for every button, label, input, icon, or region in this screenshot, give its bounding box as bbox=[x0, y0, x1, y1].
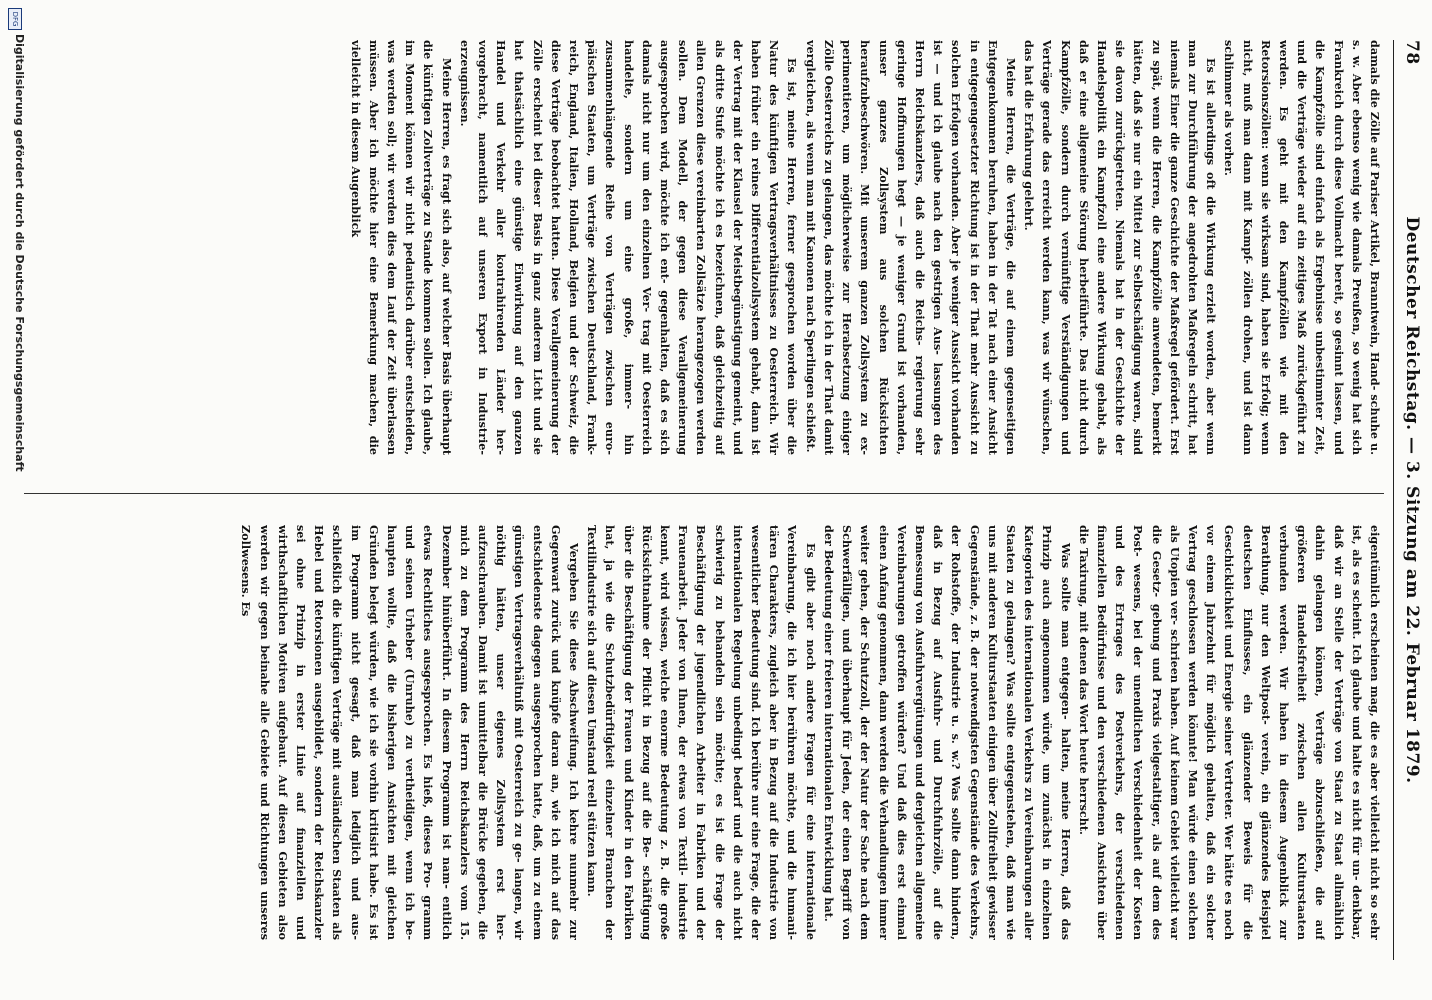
paragraph: Es ist allerdings oft die Wirkung erzielt worden, aber wenn man zur Durchführung der angedrohten Maßregeln schritt, hat niemals Einer die ganze Geschichte der Maßregel gefördert. Erst zu spät, wenn die Herren, die Kampfzölle anwendeten, bemerkt hätten, daß sie nur ein Mittel zur Selbstschädigung waren, sind sie davon zurückgetreten. Niemals hat in der Geschichte der Handelspolitik ein Kampfzoll eine andere Wirkung gehabt, als daß er eine allgemeine Störung herbeiführte. Das nicht durch Kampfzölle, sondern durch vernünftige Verständigungen und Verträge gerade das erreicht werden kann, was wir wünschen, das hat die Erfahrung gelehrt. bbox=[1022, 40, 1219, 455]
page-number: 78 bbox=[1402, 40, 1422, 65]
paragraph: eigentümlich erscheinen mag, die es aber vielleicht nicht so sehr ist, als es scheint. Ich glaube und halte es nicht für un- denkbar, daß wir an Stelle der Verträge von Staat zu Staat allmählich dahin gelangen können, Verträge abzuschließen, die auf größeren Handelsfreiheit zwischen allen Kulturstaaten verbunden werden. Wir haben in diesem Augenblick zur Berathung, nur den Weltpost- verein, ein glänzendes Beispiel deutschen Einflusses, ein glänzender Beweis für die Geschicklichkeit und Energie seiner Vertreter. Wer hätte es noch vor einem Jahrzehnt für möglich gehalten, daß ein solcher Vertrag geschlossen werden könnte! Man würde einen solchen als Utopien ver- schrieen haben. Auf keinem Gebiet vielleicht war die Gesetz- gebung und Praxis vielgestaltiger, als auf dem des Post- wesens, bei der unendlichen Verschiedenheit der Kosten und des Ertrages des Postverkehrs, der verschiedenen finanziellen Bedürfnisse und den verschiedenen Ansichten über die Taxirung, mit denen das Wort heute herrscht. bbox=[1076, 525, 1382, 940]
digitization-credit: Digitalisierung gefördert durch die Deutsche Forschungsgemeinschaft bbox=[13, 34, 26, 472]
page-header bbox=[1394, 40, 1424, 960]
paragraph: Es gibt aber noch andere Fragen für eine internationale Vereinbarung, die ich hier berühren möchte, und die humani- tären Charakters, zugleich aber in Bezug auf die Industrie von wesentlicher Bedeutung sind. Ich berühre nur eine Frage, die der internationalen Regelung unbedingt bedarf und die auch nicht schwierig zu behandeln sein möchte; es ist die Frage der Beschäftigung der jugendlichen Arbeiter in Fabriken und der Frauenarbeit. Jeder von Ihnen, der etwas von Textil- industrie kennt, wird wissen, welche enorme Bedeutung z. B. die große Rücksichtnahme der Pflicht in Bezug auf die Be- schäftigung über die Beschäftigung der Frauen und Kinder in den Fabriken hat, ja wie die Schutzbedürftigkeit einzelner Branchen der Textilindustrie sich auf diesen Umstand reell stützen kann. bbox=[585, 525, 818, 940]
paragraph: Vergeben Sie diese Abschweifung. Ich kehre nunmehr zur Gegenwart zurück und knüpfe daran an, wie ich mich auf das entschiedenste dagegen ausgesprochen hatte, daß, um zu einem günstigen Vertragsverhältniß mit Oesterreich zu ge- langen, wir nöthig hätten, unser eigenes Zollsystem erst her- aufzuschrauben. Damit ist unmittelbar die Brücke gegeben, die mich zu dem Programm des Herrn Reichskanzlers vom 15. Dezember hinüberführt. In diesem Programm ist nam- entlich etwas Rechtliches ausgesprochen. Es hieß, dieses Pro- gramm und seinen Urheber (Unruhe) zu vertheidigen, wenn ich be- haupten wollte, daß die bisherigen Ansichten mit gleichen Gründen belegt würden, wie ich sie vorhin kritisirt habe. Es ist im Programm nicht gesagt, daß man lediglich und aus- schließlich die künftigen Verträge mit ausländischen Staaten als Hebel und Retorsionen ausgebildet, sondern der Reichskanzler sei ohne Prinzip in erster Linie auf finanziellen und wirthschaftlichen Motiven aufgebaut. Auf diesen Gebieten also werden wir gegen beinahe alle Gebiete und Richtungen unseres Zollwesens. Es bbox=[239, 525, 582, 940]
running-head: Deutscher Reichstag. — 3. Sitzung am 22. Februar 1879. bbox=[1402, 216, 1422, 784]
header-rule bbox=[1393, 40, 1394, 960]
paragraph: Was sollte man entgegen- halten, meine Herren, daß das Prinzip auch angenommen würde, um zunächst in einzelnen Kategorien des internationalen Verkehrs zu Vereinbarungen aller Staaten zu gelangen? Was sollte entgegenstehen, daß man wie uns mit anderen Kulturstaaten einigen über Zollfreiheit gewisser Gegenstände, z. B. der notwendigsten Gegenstände des Verkehrs, der Rohstoffe, der Industrie u. s. w.? Was sollte dann hindern, daß in Bezug auf Ausfuhr- und Durchfuhrzölle, auf die Bemessung von Ausfuhrvergütungen und dergleichen allgemeine Vereinbarungen getroffen würden? Und daß dies erst einmal einen Anfang genommen, dann werden die Verhandlungen immer weiter gehen, der Schutzzoll, der der Natur der Sache nach dem Schwerfälligen, und überhaupt für Jeden, der einen Begriff von der Bedeutung einer freieren internationalen Entwicklung hat. bbox=[821, 525, 1073, 940]
left-column bbox=[24, 40, 1384, 455]
paragraph: Es ist, meine Herren, ferner gesprochen worden über die Natur des künftigen Vertragsverhältnisses zu Oesterreich. Wir haben früher ein reines Differentialzollsystem gehabt, dann ist der Vertrag mit der Klausel der Meistbegünstigung gemeint, und als dritte Stufe möchte ich es bezeichnen, daß gleichzeitig auf allen Grenzen diese vereinbarten Zollsätze herangezogen werden sollen. Dem Modell, der gegen diese Verallgemeinerung ausgesprochen wird, möchte ich ent- gegenhalten, daß es sich damals nicht nur um den einzelnen Ver- trag mit Oesterreich handelte, sondern um eine große, immer- hin zusammenhängende Reihe von Verträgen zwischen euro- päischen Staaten, um Verträge zwischen Deutschland, Frank- reich, England, Italien, Holland, Belgien und der Schweiz, die diese Verträge beobachtet hatten. Diese Verallgemeinerung der Zölle erscheint bei dieser Basis in ganz anderem Licht und sie hat thatsächlich eine günstige Einwirkung auf den ganzen Handel und Verkehr aller kontrahirenden Länder her- vorgebracht, namentlich auf unseren Export in Industrie- erzeugnissen. bbox=[457, 40, 800, 455]
paragraph: damals die Zölle auf Pariser Artikel, Branntwein, Hand- schuhe u. s. w. Aber ebenso wenig wie damals Preußen, so wenig hat sich Frankreich durch diese Vollmacht bereit, so gesinnt lassen, und die Kampfzölle sind einfach als Ergebnisse unbestimmter Zeit, und die Verträge wieder auf ein zeitiges Maß zurückgeführt zu werden. Es geht mit den Kampfzöllen wie mit den Retorsionszöllen: wenn sie wirksam sind, haben sie Erfolg; wenn nicht, muß man dann mit Kampf- zöllen drohen, und ist dann schlimmer als vorher. bbox=[1222, 40, 1382, 455]
dfg-logo-icon: DFG bbox=[8, 8, 22, 30]
paragraph: Meine Herren, die Verträge, die auf einem gegenseitigen Entgegenkommen beruhen, haben in der Tat nach einer Ansicht in entgegengesetzter Richtung ist in der That mehr Aussicht zu solchen Erfolgen vorhanden. Aber je weniger Aussicht vorhanden ist — und ich glaube nach den gestrigen Aus- lassungen des Herrn Reichskanzlers, daß auch die Reichs- regierung sehr geringe Hoffnungen hegt — je weniger Grund ist vorhanden, unser ganzes Zollsystem aus solchen Rücksichten heraufzubeschwören. Mit unserem ganzen Zollsystem zu ex- perimentieren, um möglicherweise zur Herabsetzung einiger Zölle Oesterreichs zu gelangen, das möchte ich in der That damit vergleichen, als wenn man mit Kanonen nach Sperlingen schießt. bbox=[803, 40, 1018, 455]
right-column bbox=[24, 525, 1384, 940]
paragraph: Meine Herren, es fragt sich also, auf welcher Basis überhaupt die künftigen Zollverträge zu Stande kommen sollen. Ich glaube, im Moment können wir nicht pedantisch darüber entscheiden, was werden soll; wir werden dies dem Lauf der Zeit überlassen müssen. Aber ich möchte hier eine Bemerkung machen, die vielleicht in diesem Augenblick bbox=[348, 40, 454, 455]
column-divider bbox=[24, 493, 1384, 494]
